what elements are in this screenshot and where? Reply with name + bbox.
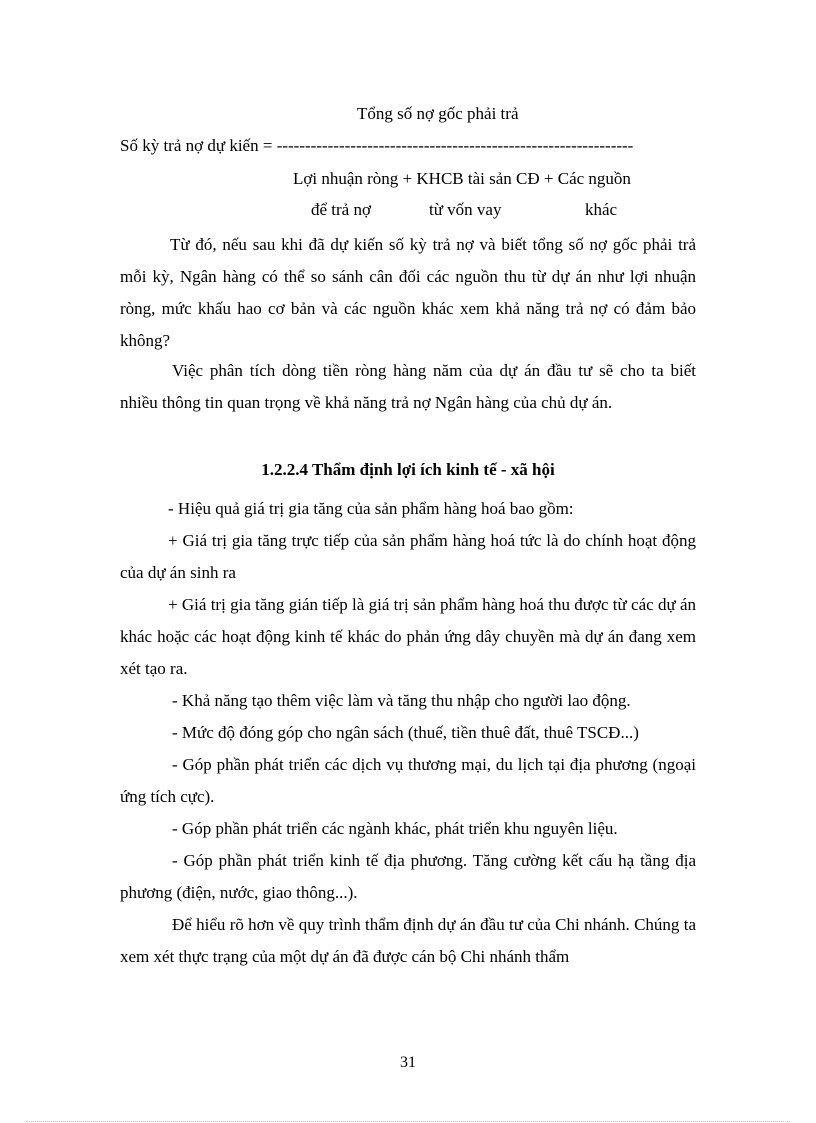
formula-denominator-col3: khác — [585, 200, 618, 219]
list-item: + Giá trị gia tăng gián tiếp là giá trị sản phẩm hàng hoá thu được từ các dự án khác hoặc các hoạt động kinh tế khác do phản ứng dây chuyền mà dự án đang xem xét tạo ra. — [120, 595, 696, 678]
section-heading: 1.2.2.4 Thẩm định lợi ích kinh tế - xã hội — [261, 460, 555, 479]
list-item: - Mức độ đóng góp cho ngân sách (thuế, tiền thuê đất, thuê TSCĐ...) — [172, 723, 639, 742]
paragraph-debt-repayment: Từ đó, nếu sau khi đã dự kiến số kỳ trả nợ và biết tổng số nợ gốc phải trả mỗi kỳ, Ngân hàng có thể so sánh cân đối các nguồn thu từ dự án như lợi nhuận ròng, mức khấu hao cơ bản và các nguồn khác xem khả năng trả nợ có đảm bảo không? — [120, 235, 696, 350]
page-bottom-divider — [26, 1121, 790, 1122]
formula-left-side: Số kỳ trả nợ dự kiến = --------------------------------------------------------------- — [120, 136, 634, 155]
formula-numerator: Tổng số nợ gốc phải trả — [357, 104, 519, 123]
list-item: - Góp phần phát triển các dịch vụ thương mại, du lịch tại địa phương (ngoại ứng tích cực). — [120, 755, 696, 806]
paragraph-conclusion: Để hiểu rõ hơn về quy trình thẩm định dự án đầu tư của Chi nhánh. Chúng ta xem xét thực trạng của một dự án đã được cán bộ Chi nhánh thẩm — [120, 915, 696, 966]
list-item: - Góp phần phát triển kinh tế địa phương. Tăng cường kết cấu hạ tầng địa phương (điện, nước, giao thông...). — [120, 851, 696, 902]
formula-denominator-col1: để trả nợ — [311, 200, 371, 219]
list-item: - Góp phần phát triển các ngành khác, phát triển khu nguyên liệu. — [172, 819, 618, 838]
list-item: - Khả năng tạo thêm việc làm và tăng thu nhập cho người lao động. — [172, 691, 631, 710]
list-item: - Hiệu quả giá trị gia tăng của sản phẩm hàng hoá bao gồm: — [168, 499, 574, 518]
page-number: 31 — [400, 1054, 416, 1071]
paragraph-cash-flow: Việc phân tích dòng tiền ròng hàng năm của dự án đầu tư sẽ cho ta biết nhiều thông tin quan trọng về khả năng trả nợ Ngân hàng của chủ dự án. — [120, 361, 696, 412]
list-item: + Giá trị gia tăng trực tiếp của sản phẩm hàng hoá tức là do chính hoạt động của dự án sinh ra — [120, 531, 696, 582]
formula-denominator-line1: Lợi nhuận ròng + KHCB tài sản CĐ + Các nguồn — [293, 169, 631, 188]
formula-denominator-col2: từ vốn vay — [429, 200, 502, 219]
